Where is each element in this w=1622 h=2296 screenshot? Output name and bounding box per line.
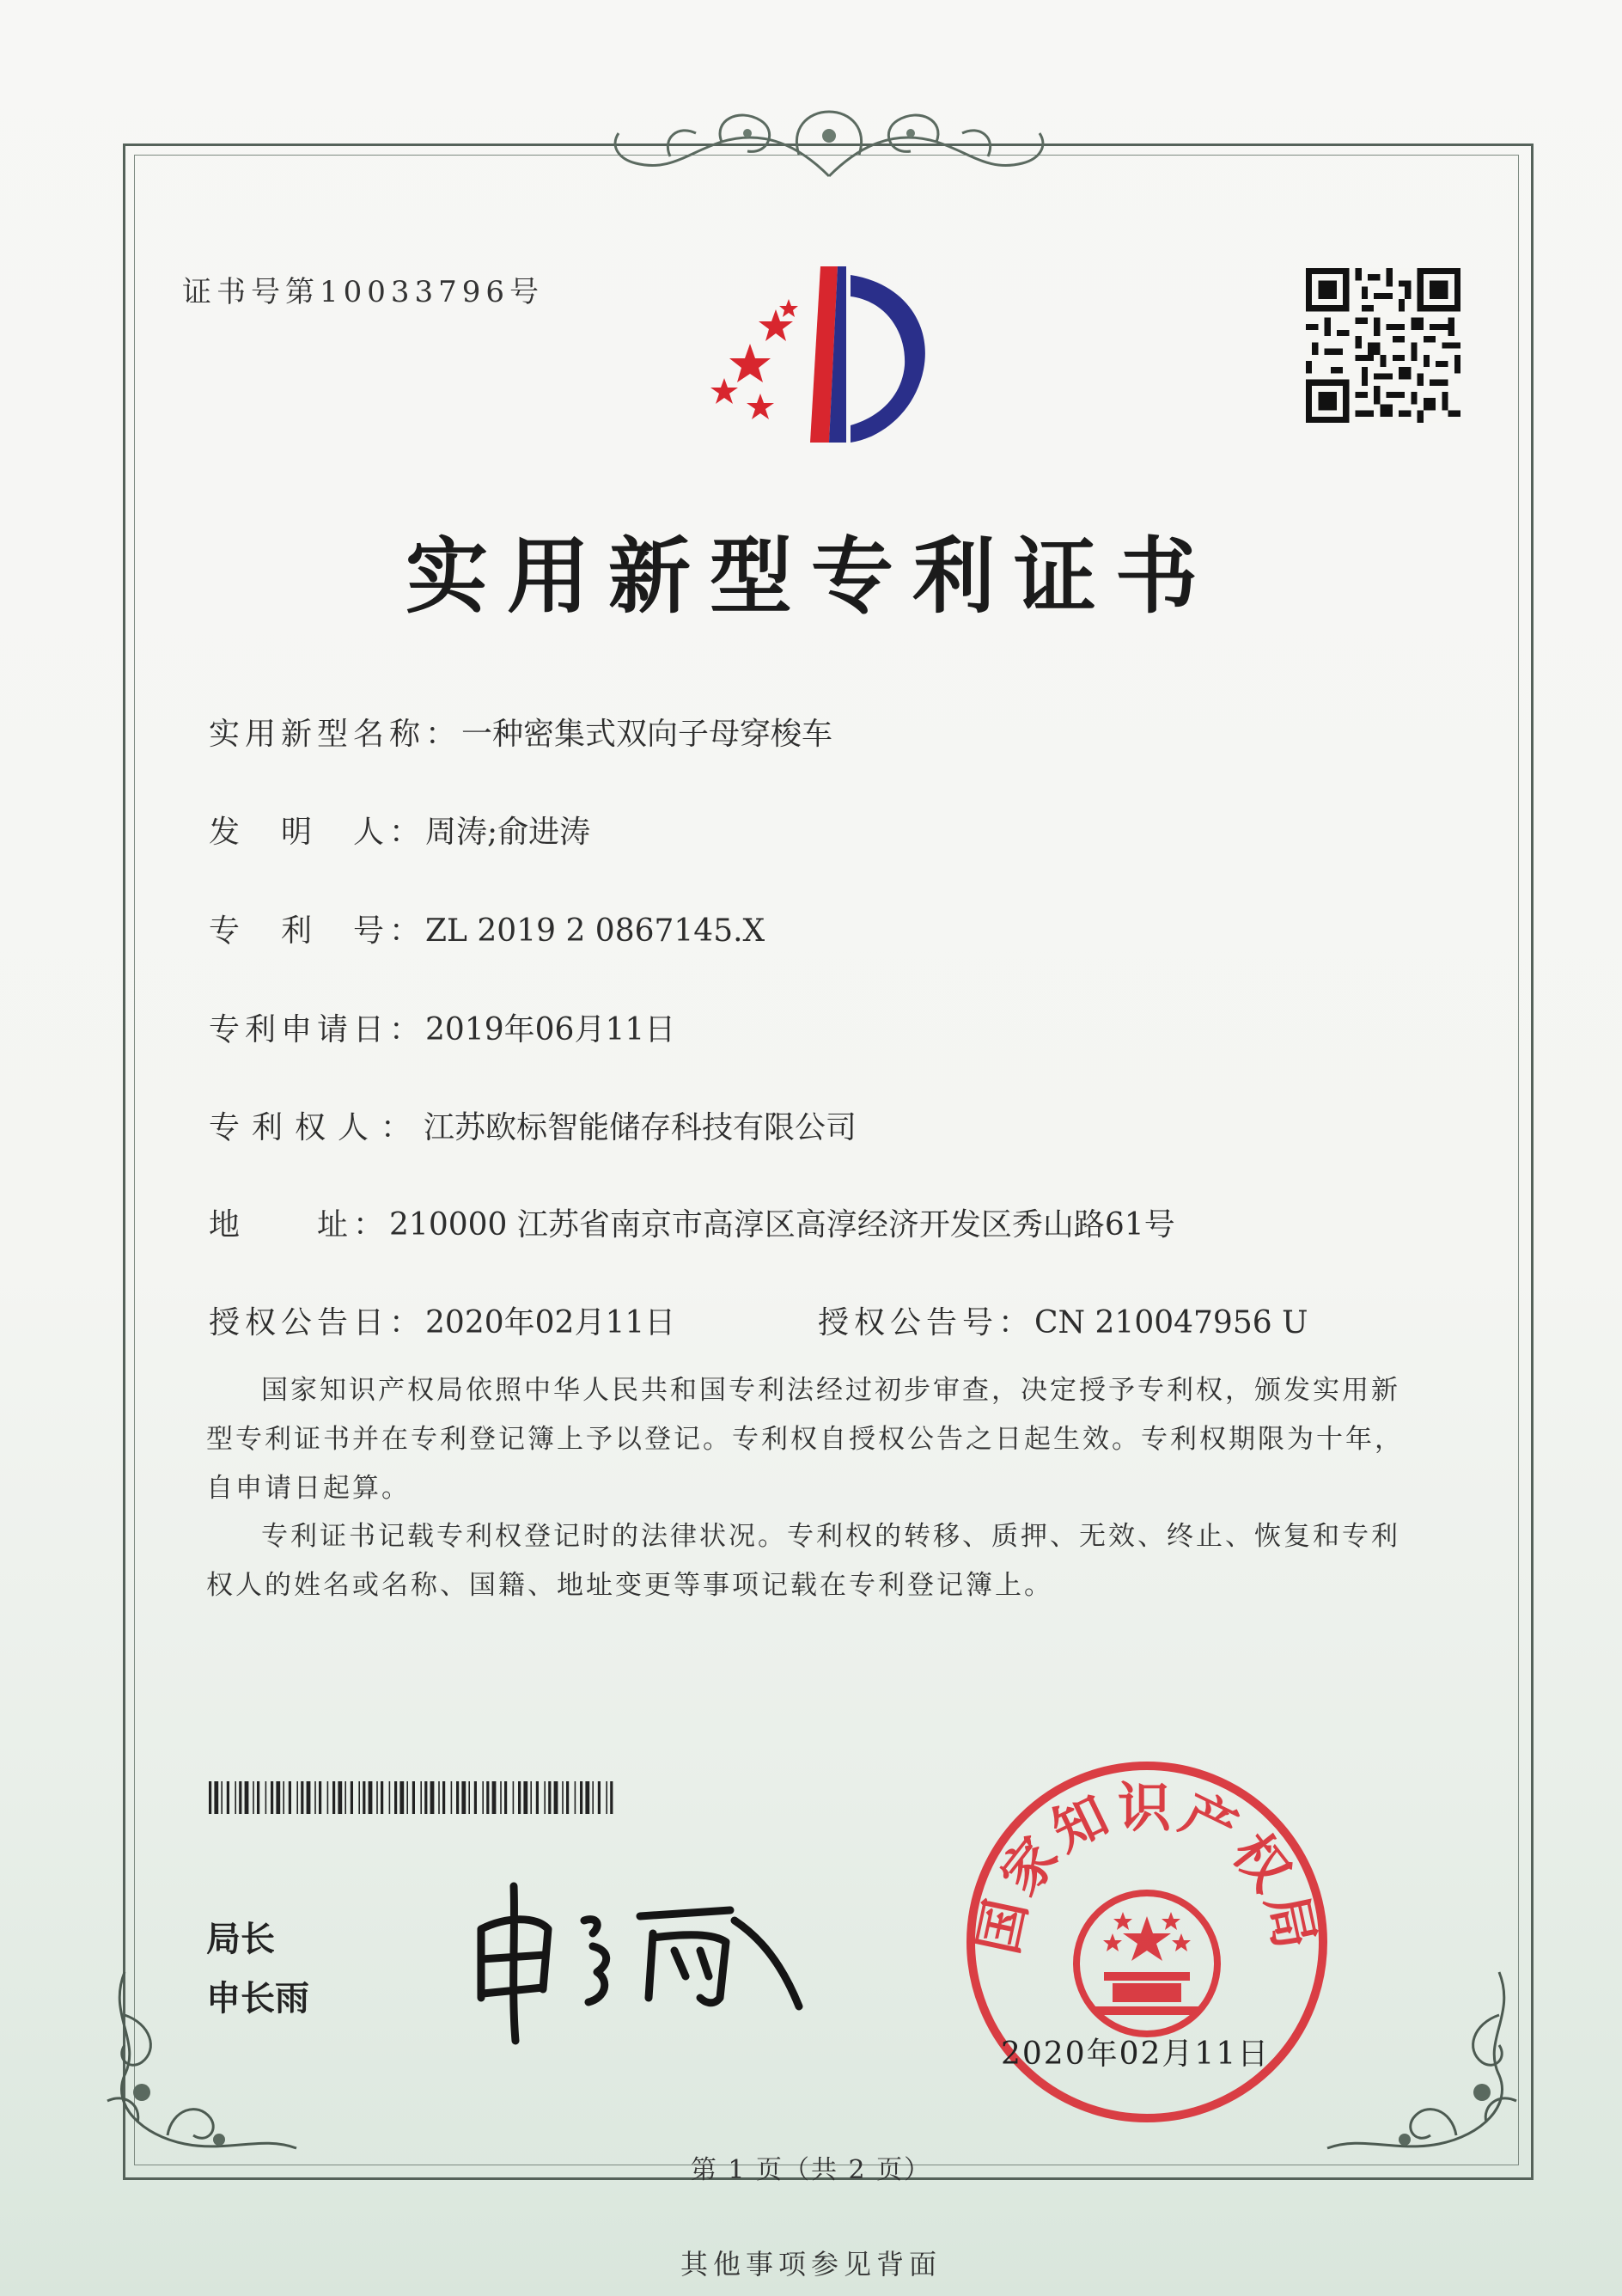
utility-model-name-label: 实用新型名称： <box>209 717 462 752</box>
grant-number-row <box>818 1298 1308 1342</box>
filing-date-label: 专利申请日： <box>209 1012 426 1047</box>
grant-number-value: CN 210047956 U <box>1034 1305 1308 1340</box>
grant-date-row <box>209 1298 675 1342</box>
inventor-value: 周涛;俞进涛 <box>425 815 591 850</box>
address-row <box>209 1200 1175 1244</box>
address-value: 210000 江苏省南京市高淳区高淳经济开发区秀山路61号 <box>389 1207 1175 1243</box>
seal-text: 国家知识产权局 <box>966 1776 1328 1960</box>
certificate-number: 证书号第10033796号 <box>182 275 545 309</box>
utility-model-name-row <box>209 710 832 754</box>
patentee-label: 专利权人： <box>209 1110 424 1145</box>
director-title: 局长 <box>206 1920 275 1959</box>
director-signature <box>447 1869 825 2049</box>
grant-number-label: 授权公告号： <box>818 1305 1035 1340</box>
grant-date-label: 授权公告日： <box>209 1305 426 1340</box>
barcode-icon <box>209 1781 617 1814</box>
address-label: 地 址： <box>209 1207 390 1243</box>
corner-ornament-icon <box>1319 1963 1534 2178</box>
utility-model-name-value: 一种密集式双向子母穿梭车 <box>461 717 833 752</box>
page-number: 第 1 页（共 2 页） <box>690 2155 932 2185</box>
grant-statement-paragraph: 国家知识产权局依照中华人民共和国专利法经过初步审查，决定授予专利权，颁发实用新型专利证书并在专利登记簿上予以登记。专利权自授权公告之日起生效。专利权期限为十年，自申请日起算。 <box>206 1375 1404 1504</box>
qr-code-icon <box>1306 268 1460 423</box>
filing-date-row <box>209 1005 675 1049</box>
footer-note: 其他事项参见背面 <box>680 2248 942 2281</box>
inventor-row <box>209 808 590 852</box>
top-ornament-icon <box>593 95 1065 189</box>
grant-date-value: 2020年02月11日 <box>425 1305 676 1340</box>
patentee-value: 江苏欧标智能储存科技有限公司 <box>424 1110 857 1145</box>
cnipa-logo-icon <box>709 258 949 455</box>
patent-number-row <box>209 907 765 950</box>
filing-date-value: 2019年06月11日 <box>425 1012 676 1047</box>
inventor-label: 发 明 人： <box>209 815 426 850</box>
patent-number-value: ZL 2019 2 0867145.X <box>425 913 765 949</box>
page-title: 实用新型专利证书 <box>406 528 1216 625</box>
official-seal-icon <box>958 1753 1336 2131</box>
legal-status-paragraph: 专利证书记载专利权登记时的法律状况。专利权的转移、质押、无效、终止、恢复和专利权人的姓名或名称、国籍、地址变更等事项记载在专利登记簿上。 <box>206 1521 1400 1601</box>
seal-date: 2020年02月11日 <box>1001 2036 1271 2072</box>
patent-number-label: 专 利 号： <box>209 913 426 949</box>
director-name: 申长雨 <box>206 1979 309 2018</box>
patentee-row <box>209 1103 857 1147</box>
